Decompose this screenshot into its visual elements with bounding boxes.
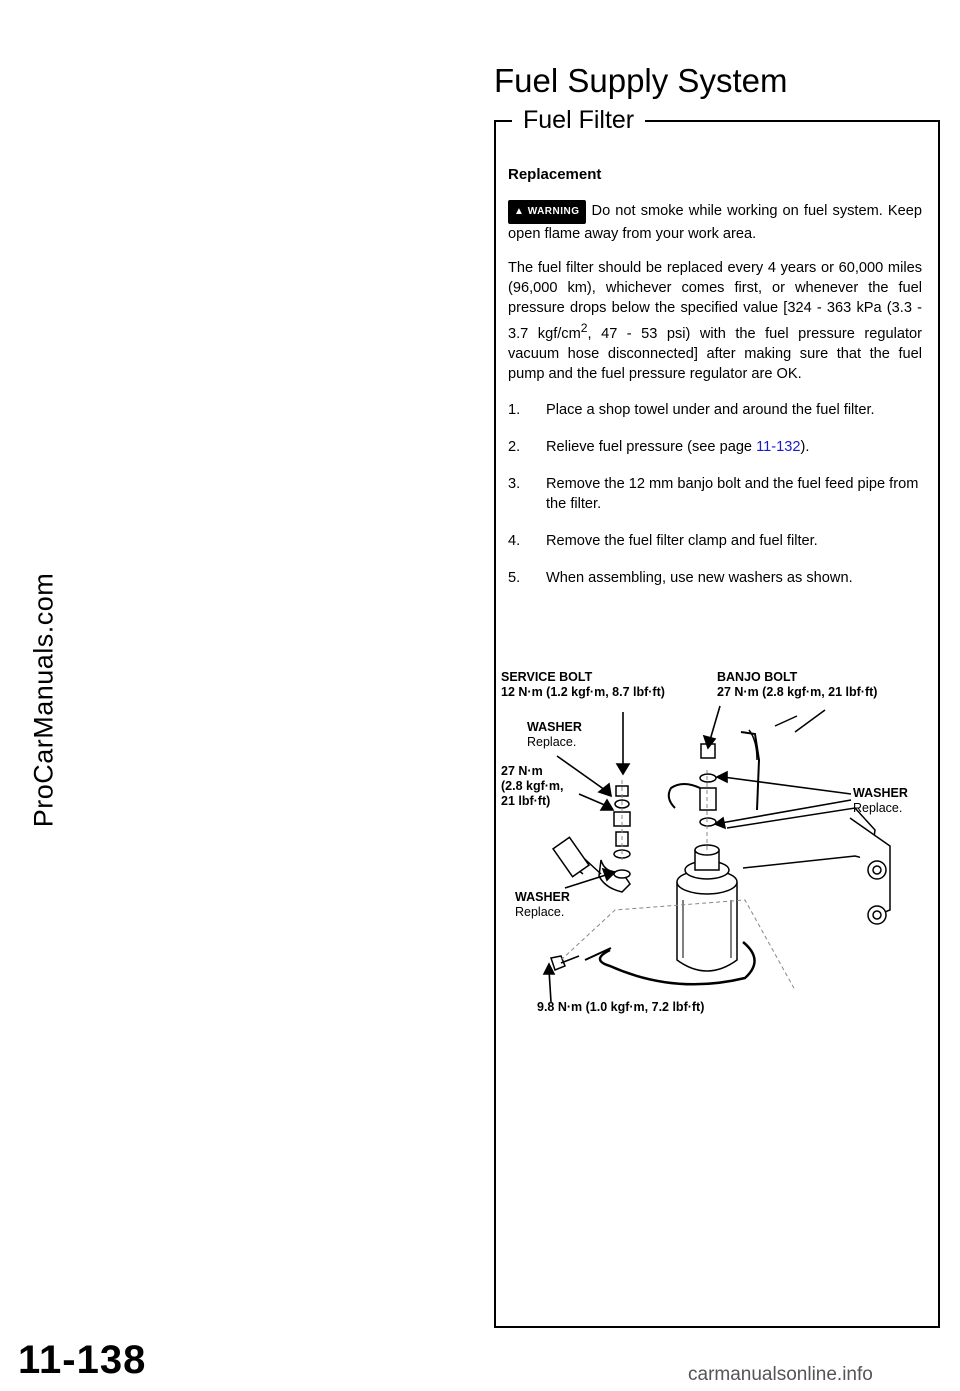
frame-top-right <box>645 120 940 122</box>
torque-line-2: (2.8 kgf·m, <box>501 779 564 793</box>
clamp-bolt-torque-label: 9.8 N·m (1.0 kgf·m, 7.2 lbf·ft) <box>537 1000 705 1014</box>
watermark: ProCarManuals.com <box>28 572 59 828</box>
step-text: When assembling, use new washers as shown. <box>546 569 853 586</box>
page-title: Fuel Supply System <box>494 62 788 99</box>
service-bolt-label <box>501 670 665 700</box>
washer-label-right <box>853 786 908 816</box>
banjo-bolt-title: BANJO BOLT <box>717 670 798 684</box>
step-item <box>508 400 922 420</box>
step-text: Relieve fuel pressure (see page <box>546 438 757 455</box>
step-number: 4. <box>508 532 521 549</box>
washer-note: Replace. <box>853 801 903 815</box>
banjo-bolt-label <box>717 670 877 700</box>
washer-note: Replace. <box>527 735 577 749</box>
step-number: 5. <box>508 569 521 586</box>
washer-title: WASHER <box>515 890 570 904</box>
step-number: 2. <box>508 438 521 455</box>
washer-label-bottom <box>515 890 570 920</box>
step-text: Place a shop towel under and around the fuel filter. <box>546 401 875 418</box>
intro-text: The fuel filter should be replaced every 4 years or 60,000 miles (96,000 km), whichever comes first, or whenever the fuel pressure drops below the specified value [324 - 363 kPa (3.3 - 3.7 kgf/cm <box>508 260 922 342</box>
step-text: Remove the fuel filter clamp and fuel filter. <box>546 532 818 549</box>
washer-note: Replace. <box>515 905 565 919</box>
step-text: Remove the 12 mm banjo bolt and the fuel feed pipe from the filter. <box>546 475 919 512</box>
intro-text-cont: , 47 - 53 psi) with the fuel pressure regulator vacuum hose disconnected] after making sure that the fuel pump and the fuel pressure regulator are OK. <box>508 325 922 382</box>
step-item <box>508 531 922 551</box>
step-text-after: ). <box>800 438 810 455</box>
washer-title: WASHER <box>527 720 582 734</box>
step-number: 3. <box>508 475 521 492</box>
warning-badge-label: WARNING <box>527 206 580 217</box>
fuel-filter-illustration <box>495 660 935 1020</box>
section-title: Fuel Filter <box>523 106 635 134</box>
warning-paragraph <box>508 200 922 244</box>
step-item <box>508 568 922 588</box>
step-item <box>508 474 922 514</box>
procedure-content <box>508 165 922 605</box>
footer-source: carmanualsonline.info <box>688 1364 873 1385</box>
torque-line-1: 27 N·m <box>501 764 543 778</box>
intro-superscript: 2 <box>580 321 588 335</box>
washer-title: WASHER <box>853 786 908 800</box>
fuel-filter-diagram <box>495 660 935 1020</box>
page-number: 11-138 <box>18 1338 147 1382</box>
banjo-bolt-spec: 27 N·m (2.8 kgf·m, 21 lbf·ft) <box>717 685 878 699</box>
warning-badge <box>508 200 586 224</box>
page-link-11-132[interactable]: 11-132 <box>756 438 801 455</box>
step-number: 1. <box>508 401 521 418</box>
service-bolt-title: SERVICE BOLT <box>501 670 593 684</box>
frame-top-left <box>494 120 512 122</box>
intro-paragraph <box>508 258 922 384</box>
steps-list <box>508 400 922 588</box>
warning-icon: ▲ <box>514 206 528 217</box>
torque-label-left <box>501 764 564 809</box>
washer-label-top <box>527 720 582 750</box>
torque-line-3: 21 lbf·ft) <box>501 794 551 808</box>
step-item <box>508 437 922 457</box>
warning-text: Do not smoke while working on fuel system. Keep open flame away from your work area. <box>508 203 922 242</box>
procedure-heading: Replacement <box>508 166 602 183</box>
service-bolt-spec: 12 N·m (1.2 kgf·m, 8.7 lbf·ft) <box>501 685 665 699</box>
